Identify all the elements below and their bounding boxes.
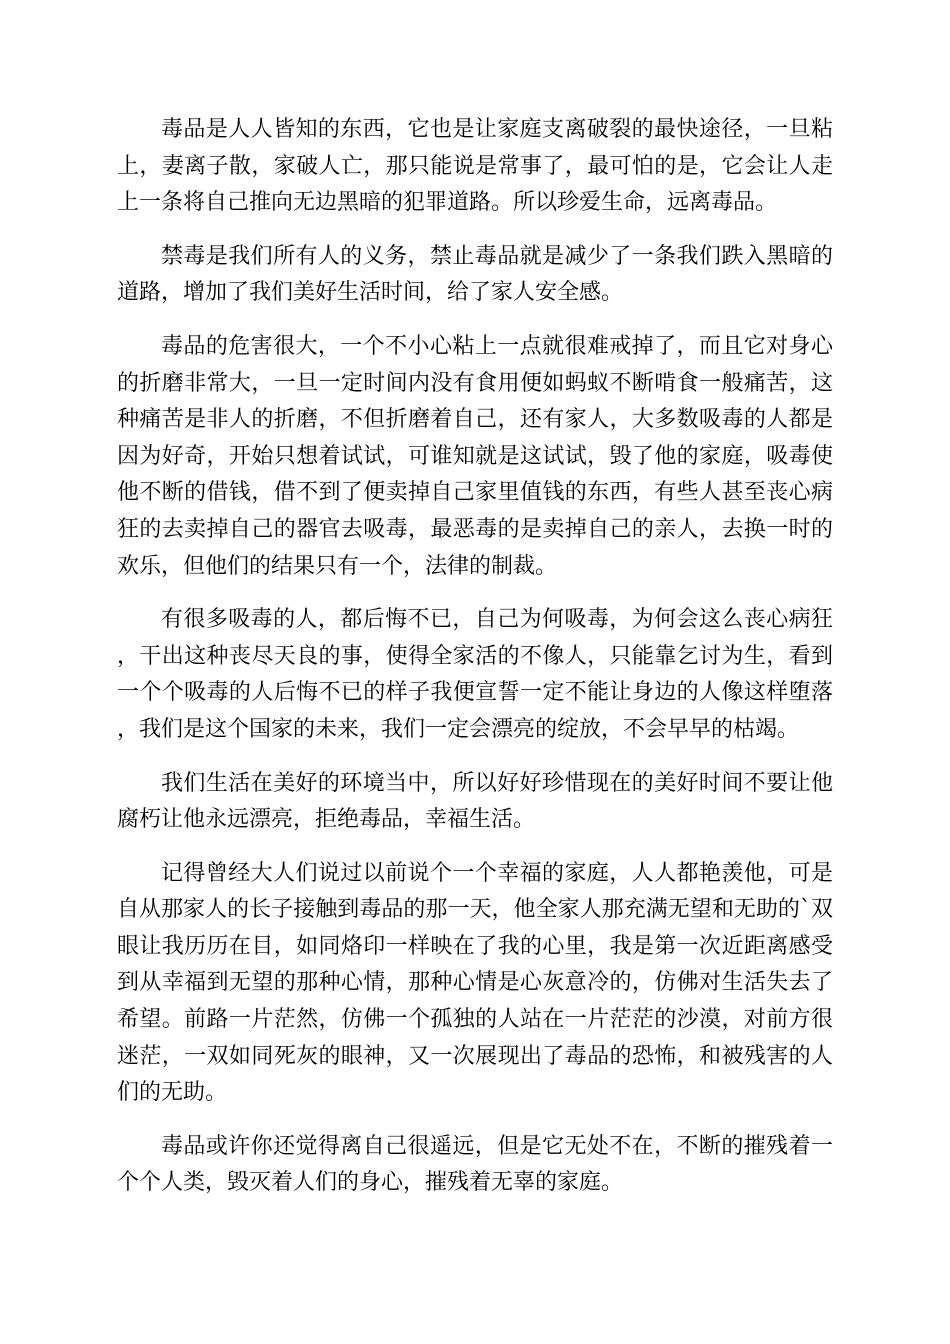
paragraph-7: 毒品或许你还觉得离自己很遥远，但是它无处不在，不断的摧残着一个个人类，毁灭着人们的身心，摧残着无辜的家庭。 bbox=[117, 1133, 833, 1196]
paragraph-3: 毒品的危害很大，一个不小心粘上一点就很难戒掉了，而且它对身心的折磨非常大，一旦一定时间内没有食用便如蚂蚁不断啃食一般痛苦，这种痛苦是非人的折磨，不但折磨着自己，还有家人，大多数吸毒的人都是因为好奇，开始只想着试试，可谁知就是这试试，毁了他的家庭，吸毒使他不断的借钱，借不到了便卖掉自己家里值钱的东西，有些人甚至丧心病狂的去卖掉自己的器官去吸毒，最恶毒的是卖掉自己的亲人，去换一时的欢乐，但他们的结果只有一个，法律的制裁。 bbox=[117, 333, 833, 579]
paragraph-5: 我们生活在美好的环境当中，所以好好珍惜现在的美好时间不要让他腐朽让他永远漂亮，拒绝毒品，幸福生活。 bbox=[117, 770, 833, 833]
paragraph-6: 记得曾经大人们说过以前说个一个幸福的家庭，人人都艳羡他，可是自从那家人的长子接触到毒品的那一天，他全家人那充满无望和无助的`双眼让我历历在目，如同烙印一样映在了我的心里，我是第一次近距离感受到从幸福到无望的那种心情，那种心情是心灰意冷的，仿佛对生活失去了希望。前路一片茫然，仿佛一个孤独的人站在一片茫茫的沙漠，对前方很迷茫，一双如同死灰的眼神，又一次展现出了毒品的恐怖，和被残害的人们的无助。 bbox=[117, 860, 833, 1106]
document-body bbox=[117, 112, 833, 1219]
paragraph-1: 毒品是人人皆知的东西，它也是让家庭支离破裂的最快途径，一旦粘上，妻离子散，家破人亡，那只能说是常事了，最可怕的是，它会让人走上一条将自己推向无边黑暗的犯罪道路。所以珍爱生命，远离毒品。 bbox=[117, 117, 833, 216]
paragraph-2: 禁毒是我们所有人的义务，禁止毒品就是减少了一条我们跌入黑暗的道路，增加了我们美好生活时间，给了家人安全感。 bbox=[117, 243, 833, 306]
paragraph-4: 有很多吸毒的人，都后悔不已，自己为何吸毒，为何会这么丧心病狂，干出这种丧尽天良的事，使得全家活的不像人，只能靠乞讨为生，看到一个个吸毒的人后悔不已的样子我便宣誓一定不能让身边的人像这样堕落，我们是这个国家的未来，我们一定会漂亮的绽放，不会早早的枯竭。 bbox=[117, 607, 833, 742]
